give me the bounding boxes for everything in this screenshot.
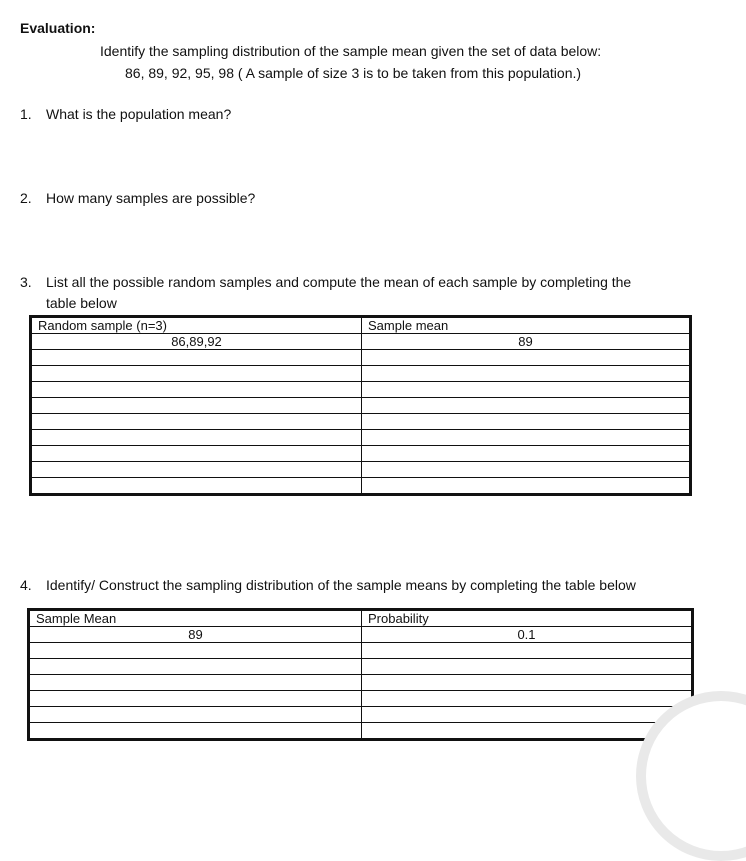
question-number: 2. — [20, 190, 32, 206]
question-text: List all the possible random samples and compute the mean of each sample by completing the — [46, 274, 632, 290]
table-cell-mean[interactable] — [362, 414, 691, 430]
table-cell-probability[interactable] — [362, 643, 693, 659]
table-cell-sample[interactable] — [31, 462, 362, 478]
column-header-sample-mean: Sample Mean — [29, 610, 362, 627]
table-cell-probability[interactable] — [362, 723, 693, 740]
table-cell-sample[interactable] — [31, 382, 362, 398]
table-cell-mean[interactable] — [362, 430, 691, 446]
question-text: Identify/ Construct the sampling distribution of the sample means by completing the table below — [46, 577, 636, 593]
table-cell-sample-mean[interactable] — [29, 723, 362, 740]
table-cell-sample[interactable] — [31, 366, 362, 382]
question-text: How many samples are possible? — [46, 190, 256, 206]
table-cell-probability[interactable]: 0.1 — [362, 627, 693, 643]
table-cell-sample[interactable] — [31, 398, 362, 414]
table-cell-mean[interactable] — [362, 382, 691, 398]
intro-line-2: 86, 89, 92, 95, 98 ( A sample of size 3 is to be taken from this population.) — [125, 65, 582, 81]
samples-table — [29, 315, 692, 496]
question-4 — [20, 577, 636, 593]
table-cell-mean[interactable] — [362, 350, 691, 366]
question-number: 1. — [20, 106, 32, 122]
column-header-sample-mean: Sample mean — [362, 317, 691, 334]
table-cell-mean[interactable] — [362, 462, 691, 478]
question-text: What is the population mean? — [46, 106, 232, 122]
table-cell-probability[interactable] — [362, 707, 693, 723]
table-cell-sample[interactable] — [31, 414, 362, 430]
table-cell-sample[interactable] — [31, 446, 362, 462]
question-3 — [20, 274, 631, 290]
table-cell-mean[interactable] — [362, 446, 691, 462]
intro-line-1: Identify the sampling distribution of the sample mean given the set of data below: — [100, 43, 602, 59]
distribution-table — [27, 608, 694, 741]
table-cell-mean[interactable] — [362, 398, 691, 414]
page-title: Evaluation: — [20, 20, 96, 36]
table-cell-sample[interactable] — [31, 350, 362, 366]
question-number: 3. — [20, 274, 32, 290]
question-2 — [20, 190, 255, 206]
table-cell-sample[interactable] — [31, 478, 362, 495]
table-cell-sample-mean[interactable] — [29, 675, 362, 691]
column-header-probability: Probability — [362, 610, 693, 627]
table-cell-probability[interactable] — [362, 675, 693, 691]
table-cell-sample-mean[interactable] — [29, 707, 362, 723]
table-cell-sample-mean[interactable]: 89 — [29, 627, 362, 643]
question-1 — [20, 106, 231, 122]
table-cell-sample-mean[interactable] — [29, 691, 362, 707]
table-cell-mean[interactable] — [362, 366, 691, 382]
table-cell-probability[interactable] — [362, 691, 693, 707]
question-number: 4. — [20, 577, 32, 593]
table-cell-mean[interactable] — [362, 478, 691, 495]
table-cell-sample[interactable] — [31, 430, 362, 446]
table-cell-sample-mean[interactable] — [29, 659, 362, 675]
question-3-continued: table below — [46, 295, 117, 311]
column-header-random-sample: Random sample (n=3) — [31, 317, 362, 334]
table-cell-sample-mean[interactable] — [29, 643, 362, 659]
table-cell-probability[interactable] — [362, 659, 693, 675]
table-cell-sample[interactable]: 86,89,92 — [31, 334, 362, 350]
table-cell-mean[interactable]: 89 — [362, 334, 691, 350]
